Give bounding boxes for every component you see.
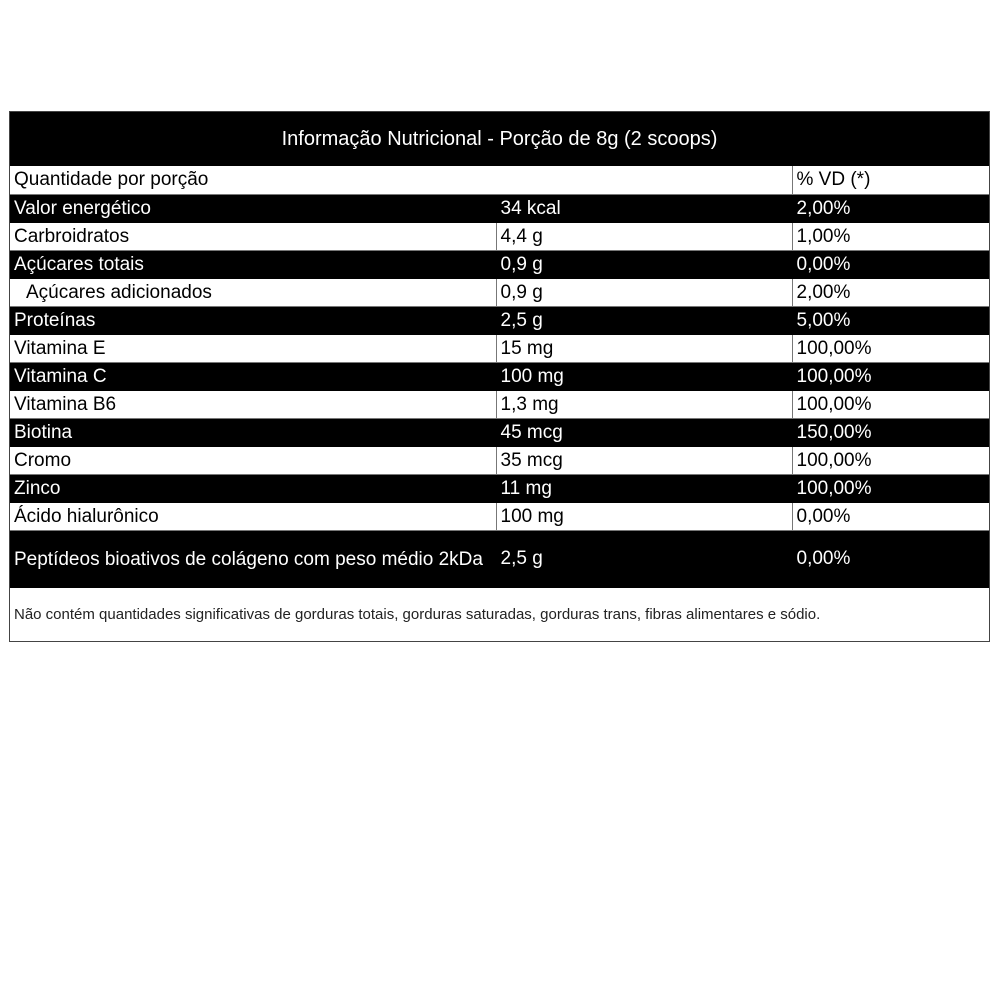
nutrient-dv: 100,00% — [792, 363, 989, 391]
nutrient-amount: 15 mg — [496, 335, 792, 363]
nutrient-amount: 4,4 g — [496, 223, 792, 251]
table-title-text: Informação Nutricional - Porção de 8g (2 scoops) — [281, 127, 718, 150]
nutrient-amount: 0,9 g — [496, 279, 792, 307]
table-row — [10, 279, 989, 307]
nutrient-name: Cromo — [10, 447, 496, 475]
nutrient-name: Açúcares adicionados — [10, 279, 496, 307]
nutrient-dv: 2,00% — [792, 195, 989, 223]
nutrient-dv: 5,00% — [792, 307, 989, 335]
nutrient-name: Carbroidratos — [10, 223, 496, 251]
table-row — [10, 195, 989, 223]
nutrient-amount: 0,9 g — [496, 251, 792, 279]
table-row — [10, 391, 989, 419]
table-row — [10, 363, 989, 391]
nutrient-name: Biotina — [10, 419, 496, 447]
table-row — [10, 447, 989, 475]
table-row — [10, 475, 989, 503]
header-amount — [496, 166, 792, 195]
nutrient-name: Valor energético — [10, 195, 496, 223]
table-row — [10, 335, 989, 363]
nutrient-dv: 0,00% — [792, 503, 989, 531]
nutrient-dv: 0,00% — [792, 251, 989, 279]
table-row — [10, 251, 989, 279]
table-title — [10, 112, 989, 166]
table-row — [10, 307, 989, 335]
footnote — [10, 588, 989, 641]
nutrient-dv: 2,00% — [792, 279, 989, 307]
nutrition-facts-table — [9, 111, 990, 642]
table-row — [10, 531, 989, 588]
nutrient-dv: 150,00% — [792, 419, 989, 447]
nutrient-amount: 35 mcg — [496, 447, 792, 475]
nutrient-amount: 34 kcal — [496, 195, 792, 223]
header-dv: % VD (*) — [792, 166, 989, 195]
nutrient-amount: 11 mg — [496, 475, 792, 503]
footnote-text: Não contém quantidades significativas de gorduras totais, gorduras saturadas, gorduras trans, fibras alimentares e sódio. — [14, 606, 821, 623]
nutrient-dv: 100,00% — [792, 391, 989, 419]
nutrient-name: Vitamina B6 — [10, 391, 496, 419]
nutrition-grid — [10, 166, 989, 588]
nutrient-dv: 0,00% — [792, 531, 989, 588]
nutrient-name: Ácido hialurônico — [10, 503, 496, 531]
nutrient-name: Peptídeos bioativos de colágeno com peso médio 2kDa — [10, 531, 496, 588]
header-row — [10, 166, 989, 195]
nutrient-name: Proteínas — [10, 307, 496, 335]
nutrient-name: Zinco — [10, 475, 496, 503]
table-row — [10, 223, 989, 251]
nutrient-name: Açúcares totais — [10, 251, 496, 279]
nutrient-amount: 100 mg — [496, 503, 792, 531]
nutrient-amount: 45 mcg — [496, 419, 792, 447]
nutrient-name: Vitamina E — [10, 335, 496, 363]
nutrient-dv: 100,00% — [792, 475, 989, 503]
header-label: Quantidade por porção — [10, 166, 496, 195]
table-row — [10, 419, 989, 447]
nutrient-amount: 100 mg — [496, 363, 792, 391]
nutrient-amount: 1,3 mg — [496, 391, 792, 419]
nutrient-amount: 2,5 g — [496, 531, 792, 588]
nutrient-amount: 2,5 g — [496, 307, 792, 335]
nutrient-dv: 100,00% — [792, 447, 989, 475]
nutrient-dv: 1,00% — [792, 223, 989, 251]
nutrient-dv: 100,00% — [792, 335, 989, 363]
nutrient-name: Vitamina C — [10, 363, 496, 391]
table-row — [10, 503, 989, 531]
